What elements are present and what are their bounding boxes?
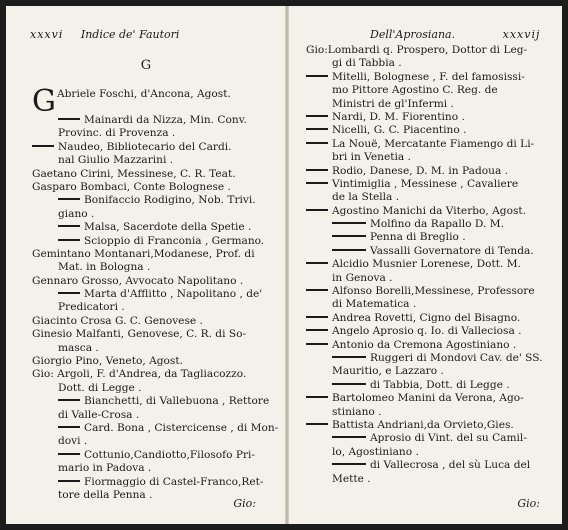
section-letter: G [140,58,152,73]
ditto-dash [306,316,328,318]
ditto-dash [58,480,80,482]
entry-text: mario in Padova . [58,462,152,475]
ditto-dash [58,292,80,294]
index-entry-line [306,446,554,459]
right-catchword: Gio: [517,497,540,510]
entry-text: Giacinto Crosa G. C. Genovese . [32,314,203,327]
index-entry-line [306,124,554,137]
index-entry-line [306,285,554,298]
index-entry-line [32,84,278,119]
index-entry-line [32,301,278,314]
index-entry-line [306,365,554,378]
index-entry-line [32,328,278,341]
entry-text: bri in Venetia . [332,151,411,164]
ditto-dash [306,289,328,291]
right-page [288,6,562,524]
index-entry-line [32,382,278,395]
entry-text: Molfino da Rapallo D. M. [370,218,504,231]
entry-text: Cottunio,Candiotto,Filosofo Pri- [84,448,255,461]
entry-text: Abriele Foschi, d'Ancona, Agost. [56,88,231,100]
ditto-dash [58,399,80,401]
entry-text: tore della Penna . [58,488,153,501]
index-entry-line [306,231,554,244]
ditto-dash [58,118,80,120]
entry-text: nal Giulio Mazzarini . [58,154,174,167]
index-entry-line [306,245,554,258]
left-page-title: Indice de' Fautori [80,28,180,41]
entry-text: Gemintano Montanari,Modanese, Prof. di [32,247,255,260]
index-entry-line [32,208,278,221]
index-entry-line [306,138,554,151]
index-entry-line [32,141,278,154]
entry-text: Gennaro Grosso, Avvocato Napolitano . [32,274,244,287]
index-entry-line [32,422,278,435]
entry-text: Card. Bona , Cistercicense , di Mon- [84,421,279,434]
index-entry-line [306,419,554,432]
entry-text: Antonio da Cremona Agostiniano . [332,338,517,351]
entry-text: Gio:Lombardi q. Prospero, Dottor di Leg- [306,44,528,56]
entry-text: Malsa, Sacerdote della Spetie . [84,221,252,234]
entry-text: di Valle-Crosa . [58,408,140,421]
index-entry-line [306,71,554,84]
index-entry-line [32,435,278,448]
entry-text: Andrea Rovetti, Cigno del Bisagno. [332,311,521,324]
ditto-dash [32,145,54,147]
index-entry-line [306,352,554,365]
index-entry-line [32,395,278,408]
ditto-dash [332,436,366,438]
ditto-dash [306,343,328,345]
index-entry-line [306,272,554,285]
entry-text: Vassalli Governatore di Tenda. [370,244,534,257]
index-entry-line [306,57,554,70]
entry-text: Naudeo, Bibliotecario del Cardi. [58,140,232,153]
ditto-dash [332,235,366,237]
right-page-number: xxxvij [502,28,541,41]
index-entry-line [32,368,278,381]
entry-text: Bartolomeo Manini da Verona, Ago- [332,392,524,405]
ditto-dash [306,75,328,77]
left-page-number: xxxvi [30,28,64,41]
ditto-dash [332,356,366,358]
entry-text: Penna di Breglio . [370,231,466,244]
index-entry-line [306,406,554,419]
index-entry-line [32,127,278,140]
index-entry-line [306,205,554,218]
entry-text: La Nouë, Mercatante Fiamengo di Li- [332,137,535,150]
entry-text: Angelo Aprosio q. Io. di Valleciosa . [332,325,522,338]
index-entry-line [32,462,278,475]
ditto-dash [306,128,328,130]
right-index-entries [306,44,554,486]
entry-text: Predicatori . [58,301,125,314]
index-entry-line [32,476,278,489]
index-entry-line [306,325,554,338]
entry-text: Gio: Argoli, F. d'Andrea, da Tagliacozzo. [32,368,247,381]
entry-text: Vintimiglia , Messinese , Cavaliere [332,177,519,190]
right-running-head [370,28,540,41]
entry-text: de la Stella . [332,191,400,204]
index-entry-line [32,261,278,274]
index-entry-line [32,315,278,328]
entry-text: Alfonso Borelli,Messinese, Professore [332,285,535,298]
left-page [6,6,286,524]
entry-text: Bianchetti, di Vallebuona , Rettore [84,395,270,408]
index-entry-line [32,221,278,234]
entry-text: Nicelli, G. C. Piacentino . [332,124,467,137]
ditto-dash [58,225,80,227]
ditto-dash [58,239,80,241]
index-entry-line [32,168,278,181]
entry-text: dovi . [58,435,88,448]
index-entry-line [306,98,554,111]
entry-text: Dott. di Legge . [58,381,142,394]
drop-cap: G [32,84,56,119]
ditto-dash [58,198,80,200]
index-entry-line [306,392,554,405]
index-entry-line [32,409,278,422]
index-entry-line [306,191,554,204]
entry-text: masca . [58,341,99,354]
entry-text: Nardi, D. M. Fiorentino . [332,110,465,123]
index-entry-line [306,151,554,164]
index-entry-line [306,111,554,124]
entry-text: Agostino Manichi da Viterbo, Agost. [332,204,527,217]
entry-text: in Genova . [332,271,393,284]
entry-text: Provinc. di Provenza . [58,127,176,140]
ditto-dash [306,142,328,144]
entry-text: gi di Tabbia . [332,57,402,70]
index-entry-line [32,114,278,127]
index-entry-line [306,379,554,392]
entry-text: di Vallecrosa , del sù Luca del [370,459,531,472]
entry-text: lo, Agostiniano . [332,445,419,458]
entry-text: Ginesio Malfanti, Genovese, C. R. di So- [32,328,247,341]
ditto-dash [332,383,366,385]
entry-text: Mitelli, Bolognese , F. del famosissi- [332,70,525,83]
ditto-dash [306,209,328,211]
index-entry-line [32,248,278,261]
entry-text: Giorgio Pino, Veneto, Agost. [32,355,183,368]
ditto-dash [58,426,80,428]
ditto-dash [332,463,366,465]
left-running-head [30,28,179,41]
entry-text: giano . [58,207,95,220]
ditto-dash [306,329,328,331]
ditto-dash [306,182,328,184]
index-entry-line [306,339,554,352]
index-entry-line [306,298,554,311]
index-entry-line [32,235,278,248]
entry-text: Mauritio, e Lazzaro . [332,365,444,378]
entry-text: Marta d'Afflitto , Napolitano , de' [84,288,263,301]
left-index-entries [32,84,279,502]
book-spread [6,6,562,524]
left-catchword: Gio: [233,497,256,510]
entry-text: stiniano . [332,405,382,418]
index-entry-line [306,44,554,57]
entry-text: Ministri de gl'Infermi . [332,97,454,110]
index-entry-line [306,312,554,325]
entry-text: Bonifaccio Rodigino, Nob. Trivi. [84,194,256,207]
index-entry-line [306,218,554,231]
index-entry-line [306,473,554,486]
index-entry-line [32,355,278,368]
entry-text: Gaetano Cirini, Messinese, C. R. Teat. [32,167,236,180]
entry-text: Mat. in Bologna . [58,261,151,274]
index-entry-line [306,459,554,472]
entry-text: Gasparo Bombaci, Conte Bolognese . [32,180,231,193]
index-entry-line [306,258,554,271]
entry-text: Fiormaggio di Castel-Franco,Ret- [84,475,264,488]
ditto-dash [58,453,80,455]
index-entry-line [32,449,278,462]
entry-text: Mette . [332,472,371,485]
index-entry-line [306,178,554,191]
ditto-dash [306,423,328,425]
entry-text: Alcidio Musnier Lorenese, Dott. M. [332,258,521,271]
entry-text: mo Pittore Agostino C. Reg. de [332,84,498,97]
index-entry-line [32,342,278,355]
index-entry-line [32,194,278,207]
index-entry-line [306,84,554,97]
index-entry-line [32,275,278,288]
entry-text: Ruggeri di Mondovi Cav. de' SS. [370,351,543,364]
index-entry-line [306,432,554,445]
entry-text: Rodio, Danese, D. M. in Padoua . [332,164,508,177]
ditto-dash [306,115,328,117]
ditto-dash [306,262,328,264]
entry-text: di Tabbia, Dott. di Legge . [370,378,510,391]
index-entry-line [32,288,278,301]
entry-text: di Matematica . [332,298,417,311]
ditto-dash [306,169,328,171]
entry-text: Aprosio di Vint. del su Camil- [370,432,527,445]
right-page-title: Dell'Aprosiana. [370,28,456,41]
entry-text: Mainardi da Nizza, Min. Conv. [84,114,247,126]
entry-text: Battista Andriani,da Orvieto,Gies. [332,418,514,431]
entry-text: Scioppio di Franconia , Germano. [84,234,265,247]
ditto-dash [332,249,366,251]
index-entry-line [32,181,278,194]
ditto-dash [332,222,366,224]
index-entry-line [306,165,554,178]
index-entry-line [32,154,278,167]
ditto-dash [306,396,328,398]
